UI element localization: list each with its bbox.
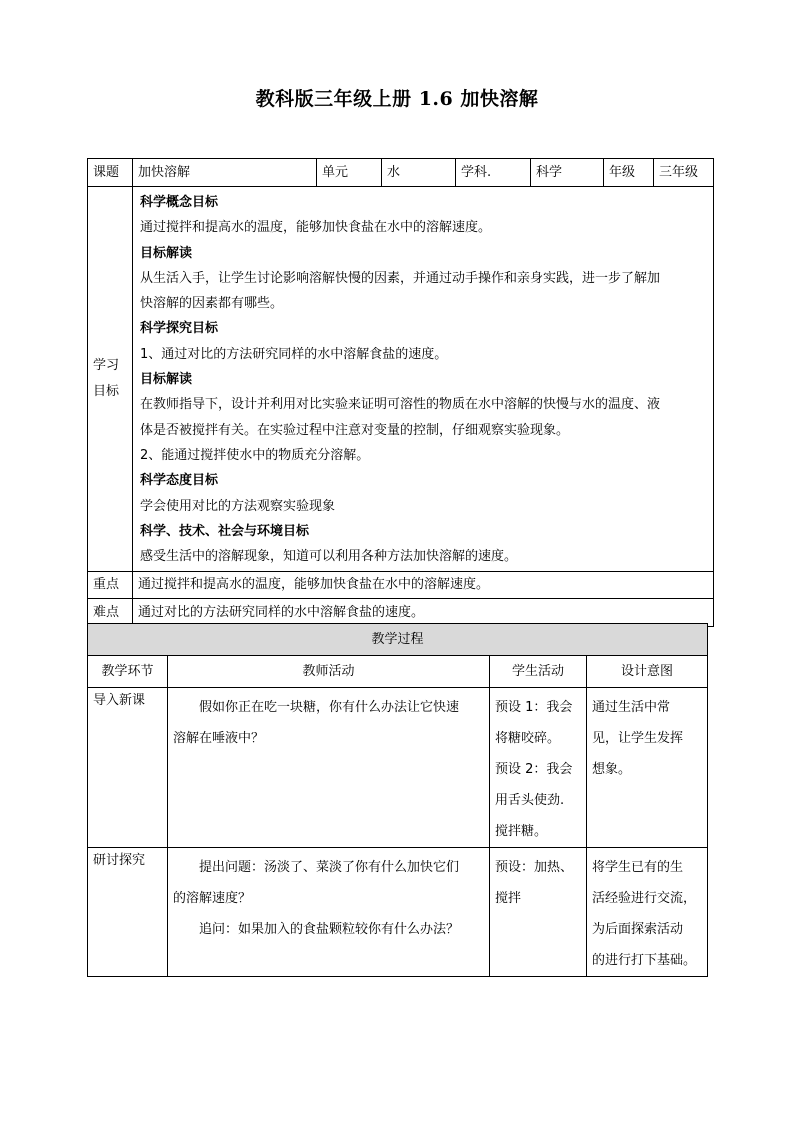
teaching-process-table <box>87 623 708 977</box>
key-point-label: 重点 <box>88 572 133 599</box>
grade-value: 三年级 <box>654 159 714 187</box>
grade-label: 年级 <box>604 159 654 187</box>
header-stage: 教学环节 <box>88 656 168 688</box>
student-line: 用舌头使劲. <box>495 793 565 808</box>
difficulty-label: 难点 <box>88 599 133 627</box>
goal-heading: 科学、技术、社会与环境目标 <box>140 523 310 539</box>
stage-intro <box>88 688 168 848</box>
goal-heading: 科学探究目标 <box>140 321 219 337</box>
stage-explore-label: 研讨探究 <box>93 853 146 868</box>
header-intent: 设计意图 <box>587 656 708 688</box>
student-activity-intro <box>490 688 587 848</box>
design-intent-intro <box>587 688 708 848</box>
student-line: 预设 1：我会 <box>495 700 573 715</box>
unit-value: 水 <box>382 159 456 187</box>
intent-line: 见，让学生发挥 <box>592 731 684 746</box>
student-line: 预设：加热、 <box>495 860 574 875</box>
goals-label-line2: 目标 <box>93 384 120 400</box>
teacher-line: 溶解在唾液中？ <box>173 731 265 746</box>
goal-text: 体是否被搅拌有关。在实验过程中注意对变量的控制，仔细观察实验现象。 <box>140 422 570 438</box>
goal-heading: 科学概念目标 <box>140 195 219 210</box>
teacher-activity-intro <box>168 688 490 848</box>
student-line: 搅拌 <box>495 891 522 906</box>
student-line: 预设 2：我会 <box>495 762 573 777</box>
stage-explore <box>88 848 168 977</box>
goal-text: 1、通过对比的方法研究同样的水中溶解食盐的速度。 <box>140 346 448 362</box>
key-point-text: 通过搅拌和提高水的温度，能够加快食盐在水中的溶解速度。 <box>133 572 714 599</box>
process-section-title: 教学过程 <box>88 624 708 656</box>
teacher-line: 假如你正在吃一块糖，你有什么办法让它快速 <box>199 700 460 715</box>
stage-intro-label: 导入新课 <box>93 693 146 708</box>
subject-label: 学科. <box>456 159 531 187</box>
teacher-line: 追问：如果加入的食盐颗粒较你有什么办法？ <box>199 922 460 937</box>
subject-value: 科学 <box>531 159 604 187</box>
goals-label-line1: 学习 <box>93 358 120 374</box>
goal-text: 感受生活中的溶解现象，知道可以利用各种方法加快溶解的速度。 <box>140 549 518 565</box>
header-teacher: 教师活动 <box>168 656 490 688</box>
intent-line: 将学生已有的生 <box>592 860 684 875</box>
student-activity-explore <box>490 848 587 977</box>
goal-text: 2、能通过搅拌使水中的物质充分溶解。 <box>140 447 370 463</box>
student-line: 将糖咬碎。 <box>495 731 561 746</box>
intent-line: 想象。 <box>592 762 632 777</box>
goal-text: 学会使用对比的方法观察实验现象 <box>140 498 336 514</box>
goal-text: 从生活入手，让学生讨论影响溶解快慢的因素，并通过动手操作和亲身实践，进一步了解加 <box>140 270 661 286</box>
goals-label <box>88 187 133 572</box>
lesson-info-table <box>87 158 714 627</box>
teacher-line: 的溶解速度？ <box>173 891 252 906</box>
goal-heading: 目标解读 <box>140 245 193 261</box>
header-student: 学生活动 <box>490 656 587 688</box>
document-title: 教科版三年级上册 1.6 加快溶解 <box>255 88 539 110</box>
intent-line: 通过生活中常 <box>592 700 671 715</box>
goal-heading: 目标解读 <box>140 372 193 388</box>
intent-line: 为后面探索活动 <box>592 922 684 937</box>
student-line: 搅拌糖。 <box>495 824 548 839</box>
topic-label: 课题 <box>88 159 133 187</box>
topic-value: 加快溶解 <box>133 159 317 187</box>
unit-label: 单元 <box>317 159 382 187</box>
intent-line: 活经验进行交流， <box>592 891 697 906</box>
goal-heading: 科学态度目标 <box>140 473 219 489</box>
goals-lines <box>140 190 708 569</box>
goals-content <box>133 187 714 572</box>
intent-line: 的进行打下基础。 <box>592 953 697 968</box>
goal-text: 快溶解的因素都有哪些。 <box>140 296 284 312</box>
goal-text: 通过搅拌和提高水的温度，能够加快食盐在水中的溶解速度。 <box>140 220 492 236</box>
design-intent-explore <box>587 848 708 977</box>
teacher-line: 提出问题：汤淡了、菜淡了你有什么加快它们 <box>199 860 460 875</box>
teacher-activity-explore <box>168 848 490 977</box>
goal-text: 在教师指导下，设计并利用对比实验来证明可溶性的物质在水中溶解的快慢与水的温度、液 <box>140 397 661 413</box>
difficulty-text: 通过对比的方法研究同样的水中溶解食盐的速度。 <box>133 599 714 627</box>
